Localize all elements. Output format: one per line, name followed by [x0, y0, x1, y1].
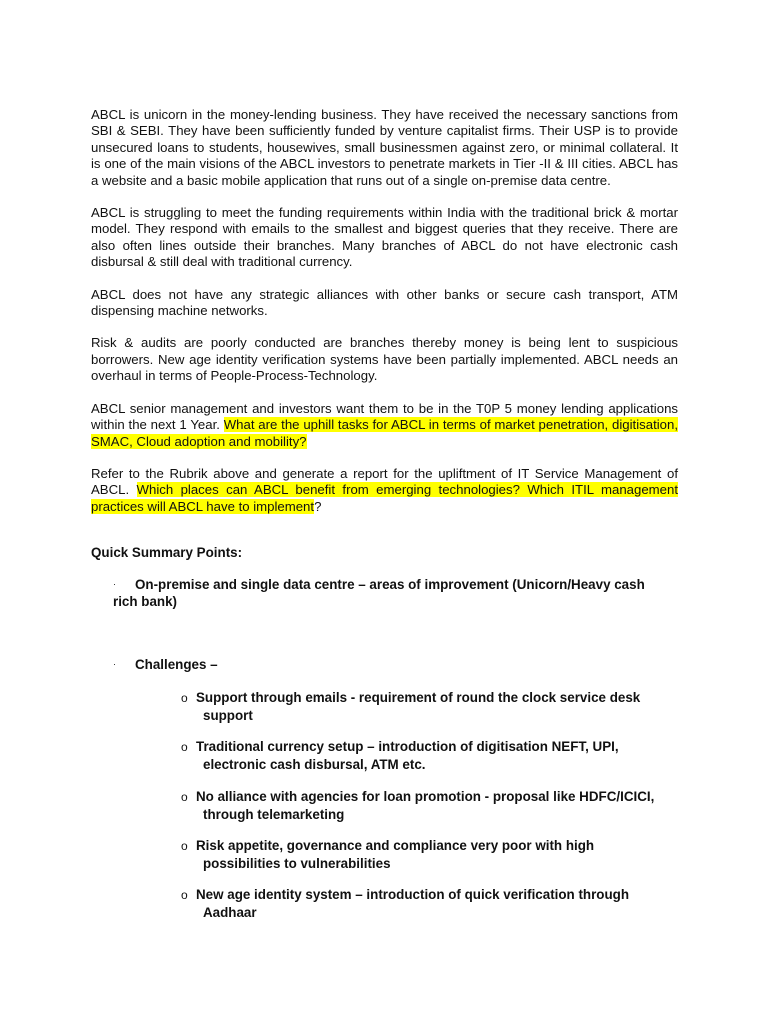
challenge-text-continued: through telemarketing [203, 807, 345, 822]
sub-bullet-circle-icon: o [181, 790, 188, 804]
question-mark: ? [314, 498, 322, 514]
challenge-item [181, 689, 671, 724]
paragraph-funding-struggle: ABCL is struggling to meet the funding requirements within India with the traditional brick & mortar model. They respond with emails to the smallest and biggest queries that they receive. There are also often lines outside their branches. Many branches of ABCL do not have electronic cash disbursal & still deal with traditional currency. [91, 205, 678, 270]
summary-heading: Quick Summary Points: [91, 545, 243, 560]
highlighted-question-itil: Which places can ABCL benefit from emerging technologies? Which ITIL management practices will ABCL have to implement [91, 482, 678, 514]
sub-bullet-circle-icon: o [181, 839, 188, 853]
challenge-text: No alliance with agencies for loan promotion - proposal like HDFC/ICICI, [196, 789, 655, 804]
paragraph-rubrik-report [91, 466, 678, 515]
sub-bullet-circle-icon: o [181, 740, 188, 754]
rubrik-report-text: Refer to the Rubrik above and generate a report for the upliftment of IT Service Management of ABCL. [91, 465, 678, 498]
paragraph-alliances: ABCL does not have any strategic alliances with other banks or secure cash transport, ATM dispensing machine networks. [91, 286, 678, 319]
bullet-dot-icon: · [113, 579, 116, 589]
summary-point-challenges [113, 656, 673, 673]
summary-point-data-centre [113, 576, 673, 593]
paragraph-risk-audits: Risk & audits are poorly conducted are branches thereby money is being lent to suspicious borrowers. New age identity verification systems have been partially implemented. ABCL needs an overhaul in terms of People-Process-Technology. [91, 335, 678, 384]
summary-point-text: On-premise and single data centre – areas of improvement (Unicorn/Heavy cash [135, 577, 645, 592]
highlighted-question-uphill-tasks: What are the uphill tasks for ABCL in terms of market penetration, digitisation, SMAC, Cloud adoption and mobility? [91, 417, 678, 449]
document-page [91, 107, 678, 920]
challenges-heading: Challenges – [135, 657, 218, 672]
summary-point-text-continued: rich bank) [113, 594, 177, 609]
summary-point-data-centre-continued [113, 593, 673, 610]
challenge-text: Support through emails - requirement of round the clock service desk [196, 690, 641, 705]
challenge-item [181, 788, 671, 823]
challenge-item [181, 886, 671, 921]
challenge-text: Risk appetite, governance and compliance very poor with high [196, 838, 595, 853]
challenge-text-continued: possibilities to vulnerabilities [203, 856, 391, 871]
challenge-text-continued: support [203, 708, 253, 723]
challenge-item [181, 837, 671, 872]
paragraph-top5-goal [91, 401, 678, 450]
top5-goal-text: ABCL senior management and investors want them to be in the T0P 5 money lending applications within the next 1 Year. [91, 400, 678, 433]
challenge-item [181, 738, 671, 773]
bullet-dot-icon: · [113, 659, 116, 669]
challenge-text-continued: Aadhaar [203, 905, 257, 920]
sub-bullet-circle-icon: o [181, 888, 188, 902]
challenge-text: Traditional currency setup – introduction of digitisation NEFT, UPI, [196, 739, 619, 754]
challenge-text: New age identity system – introduction of quick verification through [196, 887, 630, 902]
sub-bullet-circle-icon: o [181, 691, 188, 705]
challenge-text-continued: electronic cash disbursal, ATM etc. [203, 757, 426, 772]
paragraph-abcl-overview: ABCL is unicorn in the money-lending business. They have received the necessary sanctions from SBI & SEBI. They have been sufficiently funded by venture capitalist firms. Their USP is to provide unsecured loans to students, housewives, small businessmen against zero, or minimal collateral. It is one of the main visions of the ABCL investors to penetrate markets in Tier -II & III cities. ABCL has a website and a basic mobile application that runs out of a single on-premise data centre. [91, 107, 678, 188]
